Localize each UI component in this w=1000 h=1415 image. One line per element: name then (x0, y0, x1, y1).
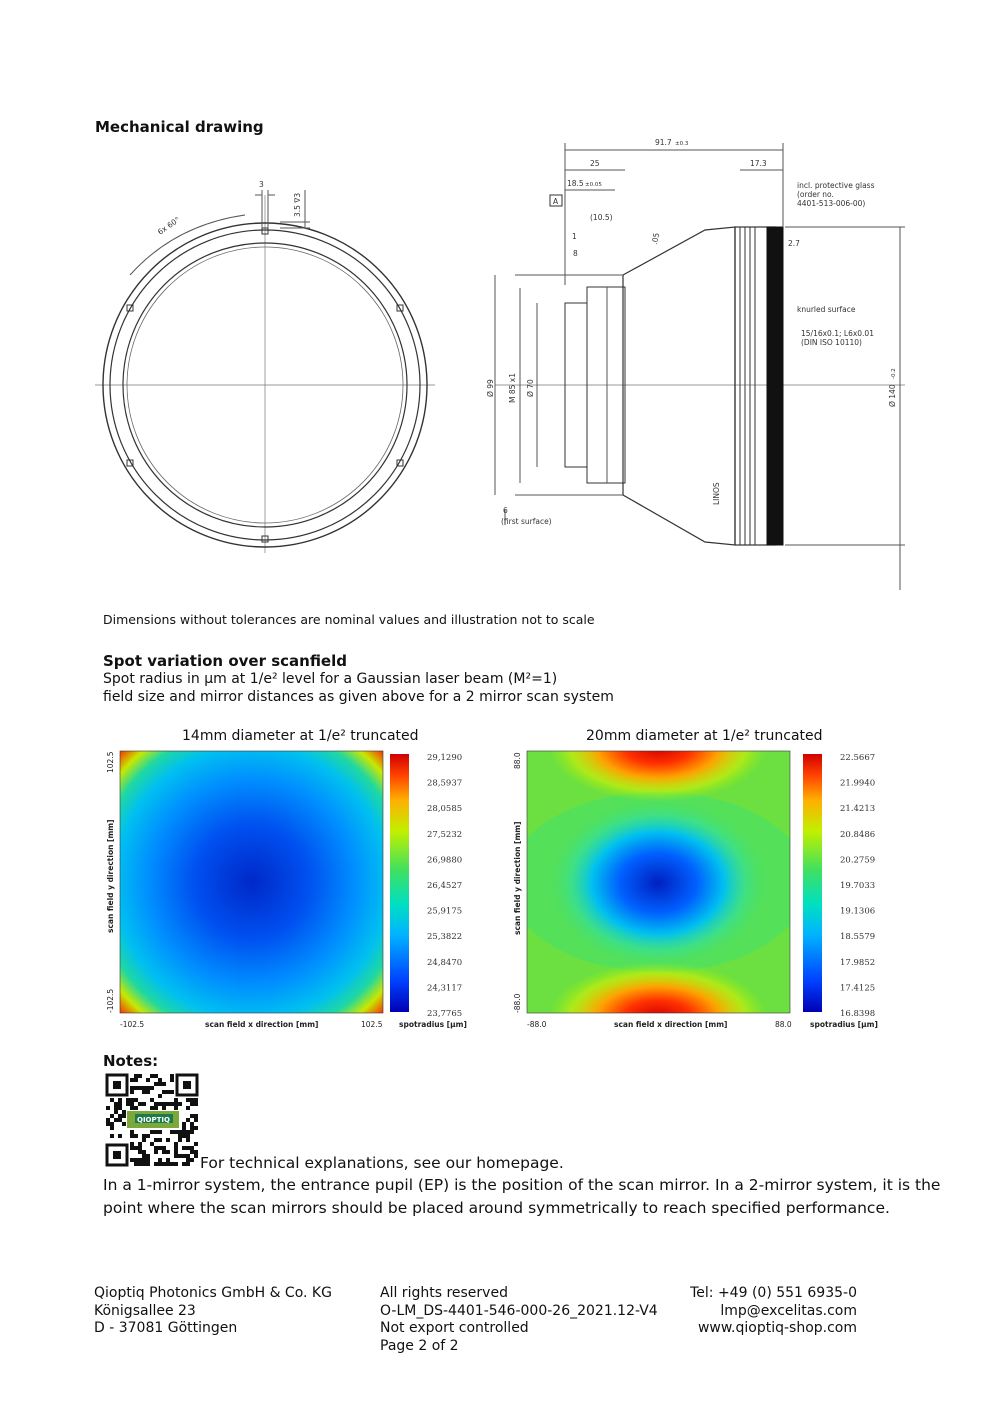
dim-dia140: Ø 140 (888, 384, 897, 407)
colorbar-tick: 19.1306 (840, 906, 876, 917)
plot1-xtick-max: 102.5 (361, 1020, 383, 1029)
dim-total-tol: ±0.3 (675, 141, 689, 147)
colorbar-tick: 29,1290 (427, 753, 463, 763)
colorbar-tick: 24,8470 (427, 957, 463, 968)
colorbar-tick: 21.9940 (840, 778, 876, 789)
colorbar-tick: 20.8486 (840, 829, 876, 840)
dim-dia99: Ø 99 (486, 379, 495, 397)
colorbar-tick: 17.9852 (840, 957, 876, 968)
plot2-ylabel: scan field y direction [mm] (513, 821, 522, 935)
footer-page: Page 2 of 2 (380, 1337, 459, 1354)
dim-angle: 6x 60° (155, 214, 182, 237)
spot-heatmaps (100, 745, 900, 1040)
plot2-title: 20mm diameter at 1/e² truncated (586, 728, 823, 744)
plot2-xlabel: scan field x direction [mm] (614, 1020, 728, 1029)
note-thread-2: (DIN ISO 10110) (801, 338, 862, 347)
mechanical-drawing (95, 135, 915, 605)
note-glass-3: 4401-513-006-00) (797, 199, 866, 208)
plot1-ylabel: scan field y direction [mm] (106, 819, 115, 933)
plot1-title: 14mm diameter at 1/e² truncated (182, 728, 419, 744)
dim-1: 1 (572, 232, 577, 241)
footer-doc (380, 1285, 658, 1355)
plot1-xlabel: scan field x direction [mm] (205, 1020, 319, 1029)
colorbar-1 (390, 754, 409, 1012)
plot1-ytick-max: 102.5 (106, 751, 115, 773)
footer-company: Qioptiq Photonics GmbH & Co. KG (94, 1285, 332, 1301)
mechanical-heading: Mechanical drawing (95, 118, 264, 136)
dim-dia70: Ø 70 (526, 379, 535, 397)
qr-code[interactable] (105, 1073, 199, 1167)
plot1-cblabel: spotradius [µm] (399, 1020, 467, 1029)
plot1-xtick-min: -102.5 (120, 1020, 145, 1029)
plot2-xtick-max: 88.0 (775, 1020, 792, 1029)
notes-line-2: In a 1-mirror system, the entrance pupil (EP) is the position of the scan mirror. In a 2-mirror system, it is the point where the scan mirrors should be placed around symmetrically to reach specified performance. (103, 1176, 941, 1217)
footer-address (94, 1285, 332, 1338)
colorbar-tick: 27,5232 (427, 829, 463, 840)
footer-city: D - 37081 Göttingen (94, 1320, 238, 1336)
spot-heading: Spot variation over scanfield (103, 652, 347, 670)
spot-line-1: Spot radius in µm at 1/e² level for a Gaussian laser beam (M²=1) (103, 671, 558, 687)
notes-line-1: For technical explanations, see our homepage. (200, 1154, 564, 1172)
footer-tel: Tel: +49 (0) 551 6935-0 (690, 1285, 857, 1301)
qr-logo: QIOPTIQ (137, 1116, 170, 1124)
note-glass-1: incl. protective glass (797, 181, 875, 190)
datum-a: A (553, 197, 559, 206)
colorbar-tick: 28,0585 (427, 804, 463, 815)
note-thread-1: 15/16x0.1; L6x0.01 (801, 329, 874, 338)
plot2-xtick-min: -88.0 (527, 1020, 547, 1029)
colorbar-2 (803, 754, 822, 1012)
colorbar-tick: 19.7033 (840, 881, 876, 891)
footer-contact (690, 1285, 857, 1338)
dim-10-5: (10.5) (590, 213, 613, 222)
dim-18-5: 18.5 (567, 179, 584, 188)
dim-chamfer: .05 (650, 232, 662, 246)
footer-export: Not export controlled (380, 1320, 529, 1336)
footer-rights: All rights reserved (380, 1285, 508, 1301)
note-knurl: knurled surface (797, 305, 856, 314)
colorbar-tick: 26,4527 (427, 881, 463, 891)
footer-web[interactable]: www.qioptiq-shop.com (697, 1320, 857, 1336)
colorbar-tick: 21.4213 (840, 804, 876, 815)
dim-m85: M 85 x1 (508, 373, 517, 403)
footer-email[interactable]: lmp@excelitas.com (720, 1302, 857, 1319)
dim-3-5: 3.5 ∇3 (293, 192, 302, 217)
plot2-cblabel: spotradius [µm] (810, 1020, 878, 1029)
colorbar-tick: 25,3822 (427, 932, 463, 943)
colorbar-tick: 28,5937 (427, 778, 463, 789)
footer-doc-id: O-LM_DS-4401-546-000-26_2021.12-V4 (380, 1302, 658, 1319)
dim-dia140-tol: -0.2 (891, 368, 897, 379)
plot1-ytick-min: -102.5 (106, 988, 115, 1013)
dimension-note: Dimensions without tolerances are nominal values and illustration not to scale (103, 612, 595, 627)
colorbar-tick: 22.5667 (840, 753, 876, 763)
dim-17-3: 17.3 (750, 159, 767, 168)
spot-line-2: field size and mirror distances as given above for a 2 mirror scan system (103, 689, 614, 705)
colorbar-tick: 16.8398 (840, 1009, 876, 1019)
brand-mark: LINOS (712, 482, 721, 505)
heatmap-1 (120, 751, 383, 1013)
plot2-ytick-min: -88.0 (513, 993, 522, 1013)
footer-street: Königsallee 23 (94, 1302, 196, 1319)
dim-8: 8 (573, 249, 578, 258)
dim-6: 6 (503, 506, 508, 515)
notes-heading: Notes: (103, 1052, 159, 1070)
note-glass-2: (order no. (797, 190, 834, 199)
colorbar-tick: 24,3117 (427, 983, 463, 994)
dim-2-7: 2.7 (788, 239, 800, 248)
dim-25: 25 (590, 159, 600, 168)
colorbar-tick: 25,9175 (427, 906, 463, 917)
colorbar-tick: 18.5579 (840, 932, 876, 943)
colorbar-tick: 17.4125 (840, 983, 876, 994)
note-first-surface: (first surface) (501, 517, 552, 526)
colorbar-tick: 26,9880 (427, 855, 463, 866)
dim-18-5-tol: ±0.05 (585, 182, 602, 188)
plot2-ytick-max: 88.0 (513, 752, 522, 769)
colorbar-tick: 20.2759 (840, 855, 876, 866)
dim-total: 91.7 (655, 138, 672, 147)
colorbar-tick: 23,7765 (427, 1009, 463, 1019)
dim-3: 3 (259, 180, 264, 189)
